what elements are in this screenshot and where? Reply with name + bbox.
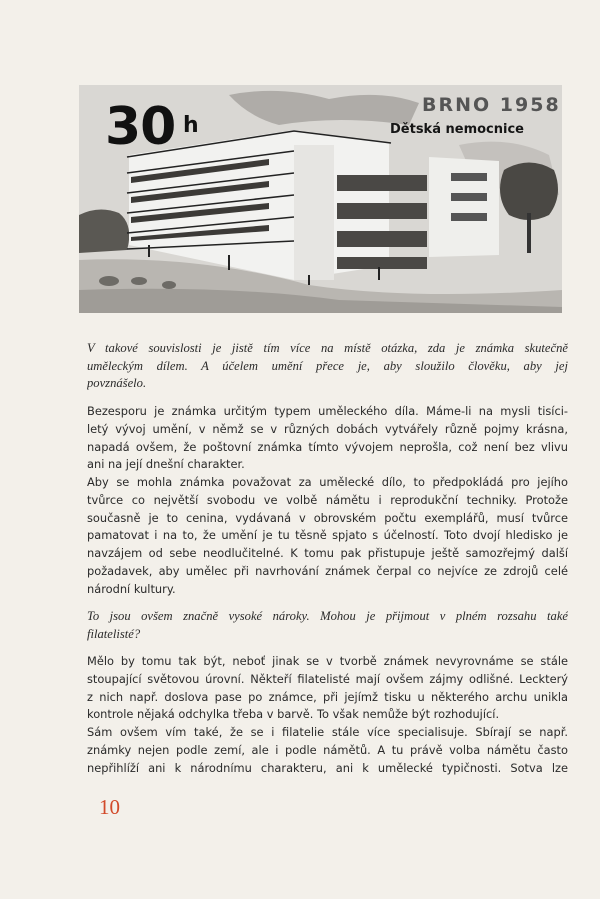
text-line: povznášelo. [87, 376, 147, 391]
text-line: navzájem od sebe neodlučitelné. K tomu pak přistupuje ještě samozřejmý další [87, 546, 568, 561]
paragraph-2 [87, 474, 568, 599]
text-line: uměleckým dílem. A účelem umění přece je, aby sloužilo člověku, aby jej [87, 358, 568, 373]
paragraph-4 [87, 724, 568, 777]
text-line: požadavek, aby umělec při navrhování známek čerpal co nejvíce ze zdrojů celé [87, 563, 568, 578]
paragraph-1 [87, 403, 568, 474]
text-line: známky nejen podle zemí, ale i podle námětů. A tu právě volba námětu často [87, 742, 568, 757]
text-line: napadá ovšem, že poštovní známka tímto vývojem neprošla, což není bez vlivu [87, 439, 568, 454]
stamp-value: 30 [105, 97, 176, 157]
text-line: současně je to cenina, vydávaná v obrovském počtu exemplářů, musí tvůrce [87, 510, 568, 525]
text-line: Aby se mohla známka považovat za umělecké dílo, to předpokládá pro jejího [87, 475, 568, 489]
text-line: tvůrce co největší svobodu ve volbě námětu i reprodukční techniky. Protože [87, 492, 568, 507]
text-line: ani na její dnešní charakter. [87, 457, 245, 472]
stamp-city: BRNO 1958 [422, 94, 561, 116]
text-line: pamatovat i na to, že umění je tu těsně spjato s účelností. Toto dvojí hledisko je [87, 528, 568, 543]
question-paragraph [87, 608, 568, 643]
stamp-caption: Dětská nemocnice [390, 122, 524, 137]
text-line: národní kultury. [87, 581, 176, 596]
text-line: kontrole nějaká odchylka třeba v barvě. To však nemůže být rozhodující. [87, 707, 500, 722]
text-line: letý vývoj umění, v němž se v různých dobách vytvářely různě pojmy krásna, [87, 421, 568, 436]
text-line: To jsou ovšem značně vysoké nároky. Mohou je přijmout v plném rozsahu také [87, 609, 568, 623]
text-line: z nich např. doslova pase po známce, při jejímž tisku u některého archu unikla [87, 689, 568, 704]
paragraph-3 [87, 653, 568, 724]
text-line: Mělo by tomu tak být, neboť jinak se v tvorbě známek nevyrovnáme se stále [87, 654, 568, 668]
text-line: filatelisté? [87, 626, 141, 641]
stamp-unit: h [183, 113, 199, 138]
text-line: V takové souvislosti je jistě tím více na místě otázka, zda je známka skutečně [87, 341, 568, 355]
intro-question [87, 340, 568, 393]
text-line: Bezesporu je známka určitým typem uměleckého díla. Máme-li na mysli tisíci- [87, 404, 568, 418]
text-line: stoupající světovou úrovní. Někteří filatelisté mají ovšem zájmy odlišné. Leckterý [87, 671, 568, 686]
stamp-image [79, 85, 562, 313]
text-line: nepřihlíží ani k národnímu charakteru, ani k umělecké typičnosti. Sotva lze [87, 760, 568, 775]
page-number: 10 [99, 795, 120, 819]
text-line: Sám ovšem vím také, že se i filatelie stále více specialisuje. Sbírají se např. [87, 725, 568, 739]
